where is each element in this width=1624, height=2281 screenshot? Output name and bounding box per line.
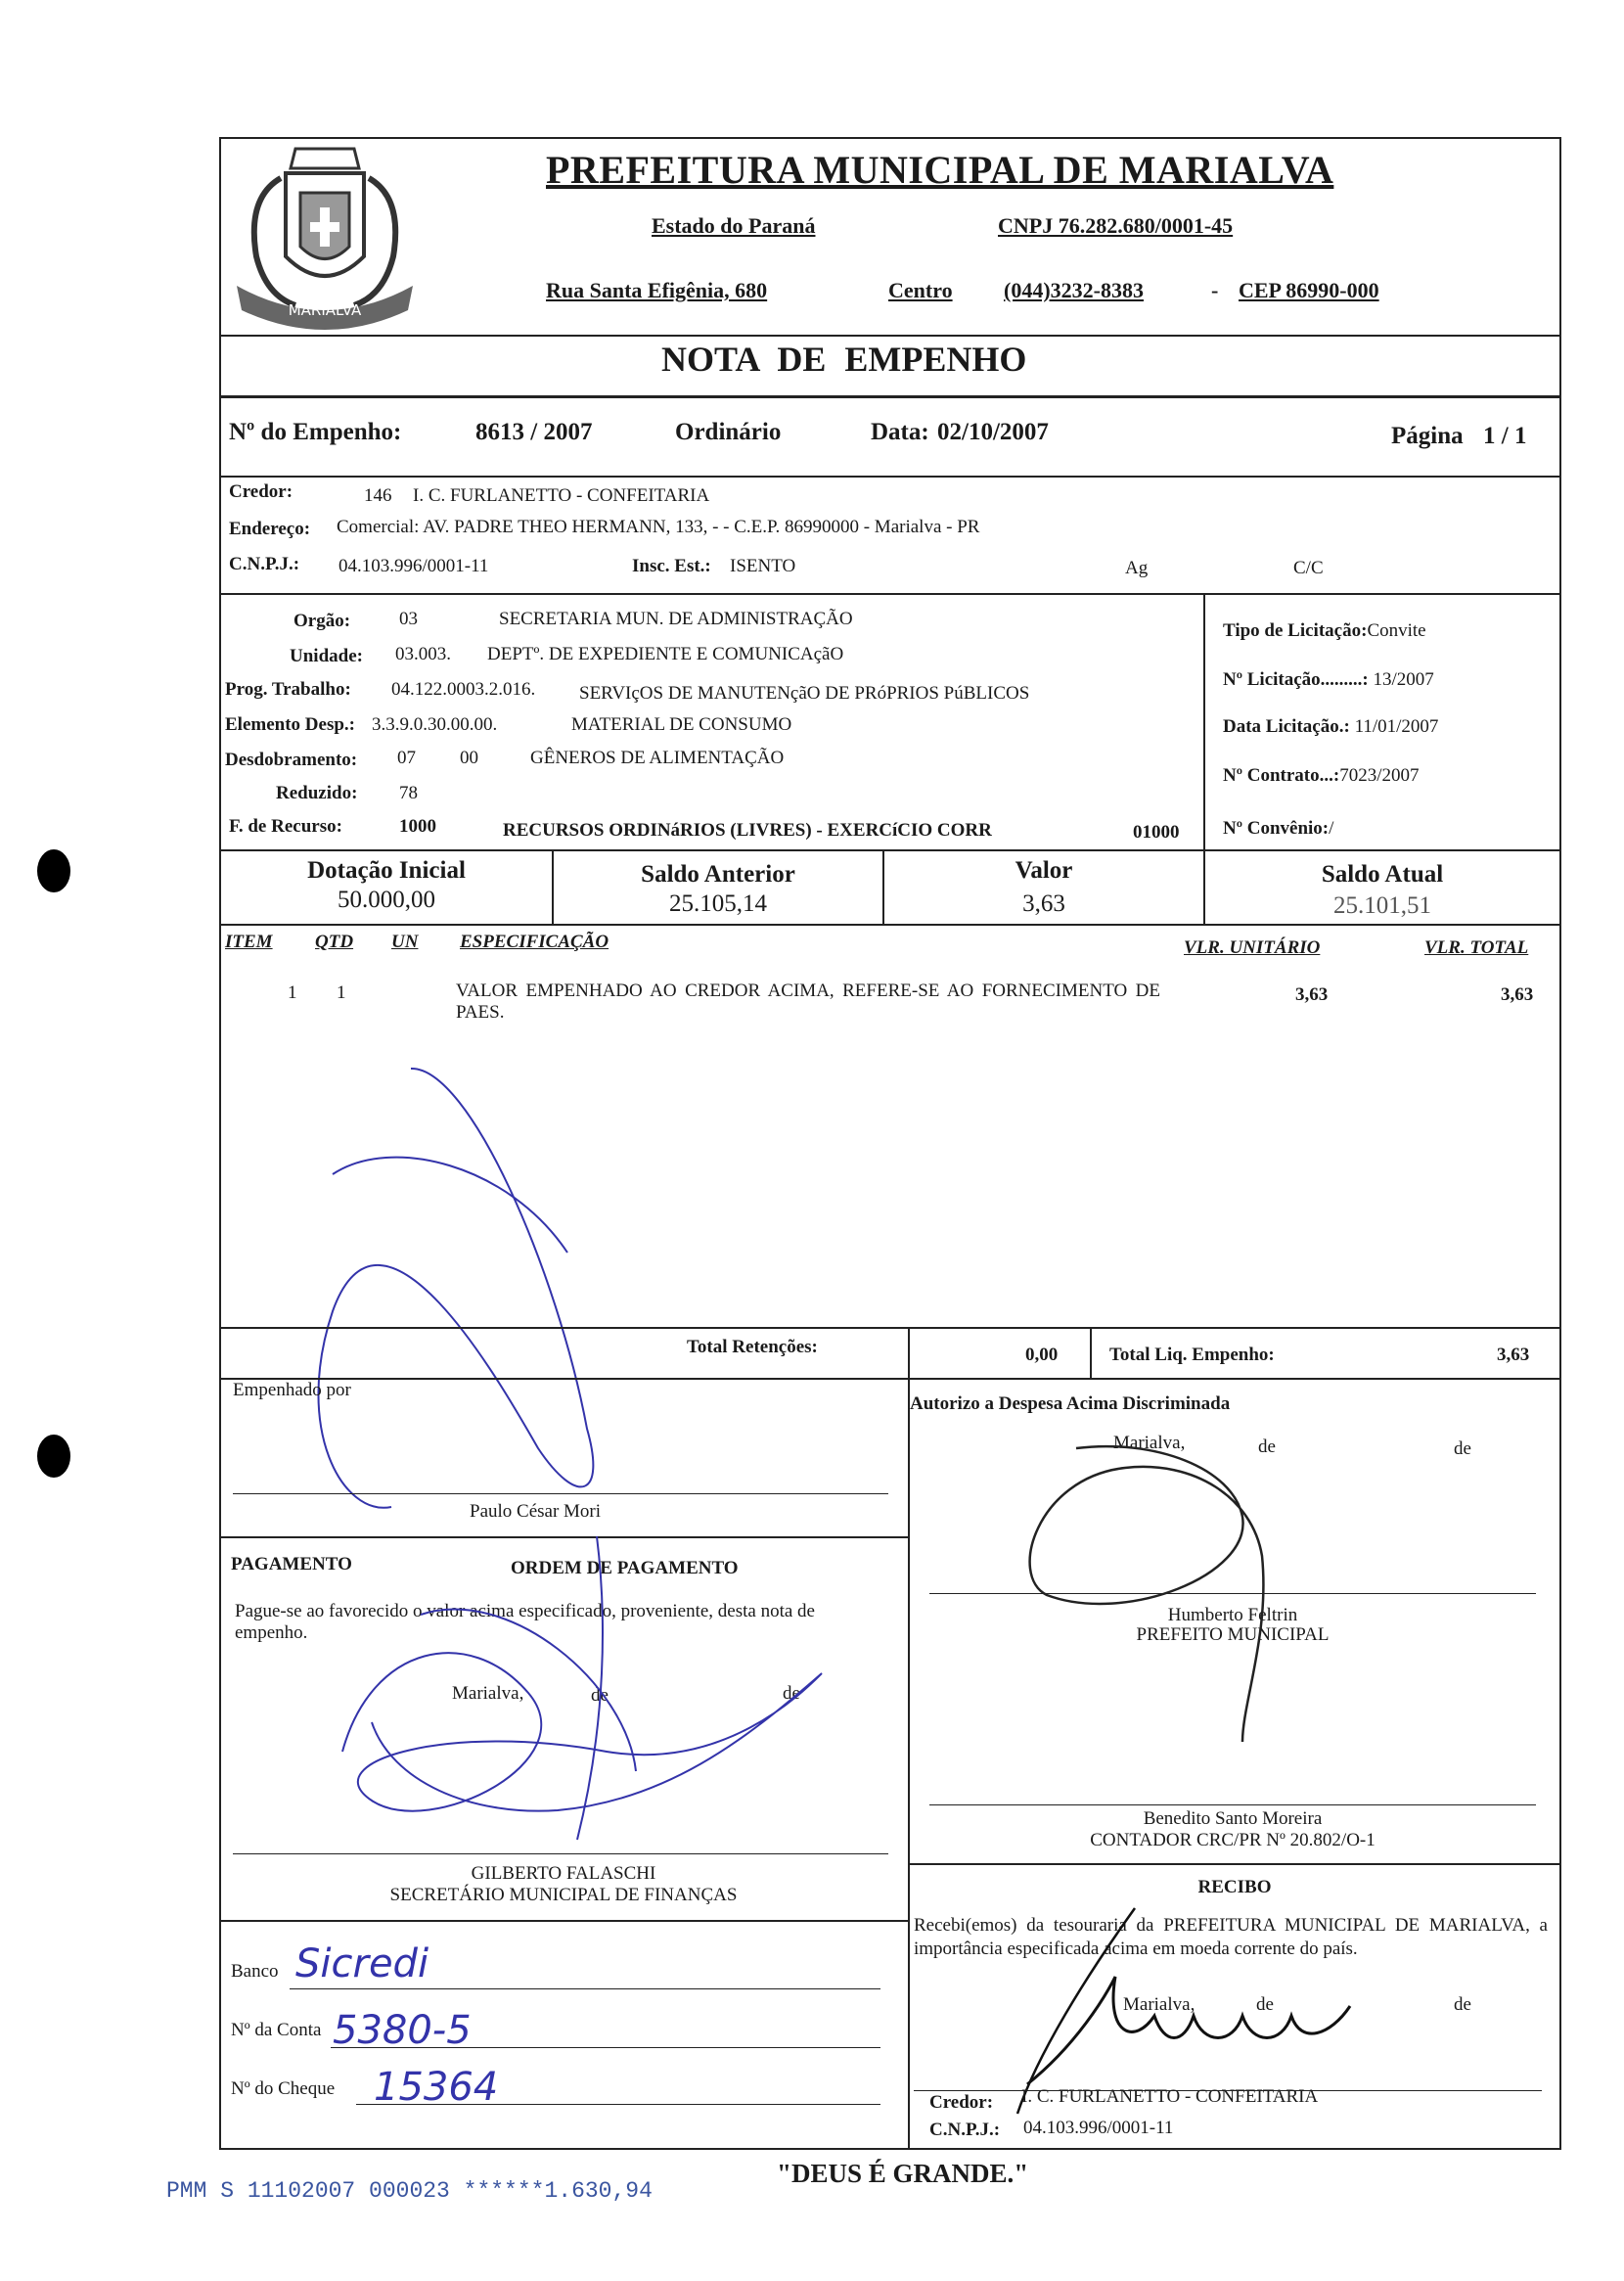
crest-icon	[227, 139, 423, 335]
liq-empenho-value: 3,63	[1497, 1345, 1530, 1365]
divider	[219, 1327, 1559, 1329]
col-qtd-header: QTD	[315, 932, 354, 952]
elemento-code: 3.3.9.0.30.00.00.	[372, 714, 498, 735]
divider	[219, 335, 1559, 337]
desdobramento-code-2: 00	[460, 748, 478, 768]
desdobramento-name: GÊNEROS DE ALIMENTAÇÃO	[530, 748, 785, 768]
divider	[1090, 1327, 1092, 1378]
signature-line	[233, 1493, 888, 1494]
empenho-label: Nº do Empenho:	[229, 419, 402, 445]
col-spec-header: ESPECIFICAÇÃO	[460, 932, 609, 952]
signature-line	[929, 1804, 1536, 1805]
pagamento-place: Marialva,	[452, 1683, 524, 1704]
credor-code: 146	[364, 485, 392, 506]
punch-hole-bottom	[37, 1435, 70, 1478]
field-line	[331, 2047, 880, 2048]
convenio-label: Nº Convênio:/	[1223, 818, 1334, 839]
recibo-place: Marialva,	[1123, 1994, 1195, 2015]
field-line	[290, 1988, 880, 1989]
border-bottom	[219, 2148, 1561, 2150]
credor-name: I. C. FURLANETTO - CONFEITARIA	[413, 485, 710, 506]
header-district: Centro	[888, 278, 953, 302]
autorizo-de-1: de	[1258, 1437, 1276, 1457]
conta-label: Nº da Conta	[231, 2020, 322, 2040]
field-line	[356, 2104, 880, 2105]
divider	[219, 924, 1559, 926]
insc-value: ISENTO	[730, 556, 796, 576]
header-address: Rua Santa Efigênia, 680	[546, 278, 768, 302]
reduzido-value: 78	[399, 783, 418, 803]
divider	[219, 1378, 1559, 1380]
liq-empenho-label: Total Liq. Empenho:	[1109, 1345, 1275, 1365]
valor-label: Valor	[1015, 857, 1073, 884]
dotacao-label: Dotação Inicial	[307, 857, 466, 884]
recibo-de-2: de	[1454, 1994, 1471, 2015]
insc-label: Insc. Est.:	[632, 556, 711, 576]
pagamento-de-2: de	[783, 1683, 800, 1704]
recurso-extra: 01000	[1133, 822, 1180, 843]
col-item-header: ITEM	[225, 932, 273, 952]
secretario-signature	[313, 1527, 861, 1889]
divider	[219, 1920, 908, 1922]
orgao-code: 03	[399, 609, 418, 629]
header-state: Estado do Paraná	[652, 213, 816, 238]
conta-value: 5380-5	[333, 2008, 472, 2053]
recurso-code: 1000	[399, 816, 436, 837]
prog-label: Prog. Trabalho:	[225, 679, 351, 700]
recibo-cnpj: 04.103.996/0001-11	[1023, 2118, 1174, 2138]
ag-label: Ag	[1125, 558, 1149, 578]
pen-scribble	[274, 1057, 646, 1527]
desdobramento-label: Desdobramento:	[225, 750, 358, 770]
unidade-label: Unidade:	[290, 646, 363, 666]
unidade-code: 03.003.	[395, 644, 451, 664]
col-total-header: VLR. TOTAL	[1424, 937, 1529, 958]
signature-line	[233, 1853, 888, 1854]
reduzido-label: Reduzido:	[276, 783, 358, 803]
header-phone: (044)3232-8383	[1004, 278, 1144, 302]
divider	[219, 476, 1559, 478]
recibo-title: RECIBO	[1197, 1877, 1272, 1897]
contrato-label: Nº Contrato...:7023/2007	[1223, 765, 1420, 786]
header-cnpj: CNPJ 76.282.680/0001-45	[998, 213, 1234, 238]
border-right	[1559, 137, 1561, 2148]
banco-label: Banco	[231, 1961, 279, 1982]
empenho-type: Ordinário	[675, 419, 782, 445]
item-unit-value: 3,63	[1295, 984, 1329, 1005]
footer-stamp: PMM S 11102007 000023 ******1.630,94	[166, 2178, 653, 2204]
divider	[219, 849, 1559, 851]
secretario-title: SECRETÁRIO MUNICIPAL DE FINANÇAS	[389, 1885, 738, 1905]
prefeito-title: PREFEITO MUNICIPAL	[1136, 1624, 1330, 1645]
page-number: 1 / 1	[1483, 423, 1527, 449]
punch-hole-top	[37, 849, 70, 892]
recurso-label: F. de Recurso:	[229, 816, 342, 837]
item-spec: VALOR EMPENHADO AO CREDOR ACIMA, REFERE-SE AO FORNECIMENTO DE PAES.	[456, 981, 1160, 1023]
banco-value: Sicredi	[295, 1941, 429, 1986]
divider	[219, 593, 1559, 595]
divider	[908, 1863, 1559, 1865]
item-qtd: 1	[337, 982, 346, 1003]
empenho-date: 02/10/2007	[937, 419, 1049, 445]
autorizo-de-2: de	[1454, 1438, 1471, 1459]
prog-name: SERVIçOS DE MANUTENçãO DE PRóPRIOS PúBLICOS	[579, 683, 1030, 704]
dotacao-value: 50.000,00	[338, 887, 435, 913]
pagamento-label: PAGAMENTO	[231, 1554, 352, 1574]
elemento-name: MATERIAL DE CONSUMO	[571, 714, 792, 735]
saldo-anterior-label: Saldo Anterior	[641, 861, 795, 888]
header-cep: CEP 86990-000	[1239, 278, 1379, 302]
recibo-credor-label: Credor:	[929, 2092, 994, 2113]
secretario-name: GILBERTO FALASCHI	[471, 1863, 656, 1884]
prefeito-signature	[1008, 1438, 1321, 1771]
address-label: Endereço:	[229, 519, 311, 539]
retencoes-value: 0,00	[1025, 1345, 1059, 1365]
col-un-header: UN	[391, 932, 419, 952]
prefeito-name: Humberto Feltrin	[1167, 1605, 1298, 1625]
credor-address: Comercial: AV. PADRE THEO HERMANN, 133, - - C.E.P. 86990000 - Marialva - PR	[337, 517, 980, 537]
page-label: Página	[1391, 423, 1464, 449]
cc-label: C/C	[1293, 558, 1324, 578]
cheque-value: 15364	[374, 2065, 499, 2110]
contador-name: Benedito Santo Moreira	[1143, 1808, 1323, 1829]
divider	[908, 1378, 910, 2148]
divider	[1203, 593, 1205, 849]
empenho-number: 8613 / 2007	[475, 419, 593, 445]
cheque-label: Nº do Cheque	[231, 2078, 336, 2099]
svg-text:MARIALVA: MARIALVA	[288, 301, 362, 319]
footer-motto: "DEUS É GRANDE."	[777, 2159, 1029, 2188]
recibo-cnpj-label: C.N.P.J.:	[929, 2120, 1001, 2140]
pagamento-de-1: de	[591, 1685, 609, 1706]
divider	[219, 395, 1559, 398]
elemento-label: Elemento Desp.:	[225, 714, 355, 735]
border-left	[219, 137, 221, 2148]
ordem-pagamento-label: ORDEM DE PAGAMENTO	[511, 1558, 739, 1578]
document-title: NOTA DE EMPENHO	[661, 340, 1027, 379]
col-unit-header: VLR. UNITÁRIO	[1184, 937, 1321, 958]
header-dash: -	[1211, 278, 1219, 302]
numero-licitacao-label: Nº Licitação.........: 13/2007	[1223, 669, 1434, 690]
data-licitacao-label: Data Licitação.: 11/01/2007	[1223, 716, 1439, 737]
autorizo-label: Autorizo a Despesa Acima Discriminada	[910, 1393, 1231, 1414]
pagamento-text: Pague-se ao favorecido o valor acima especificado, proveniente, desta nota de empenho.	[235, 1601, 815, 1643]
tipo-licitacao-label: Tipo de Licitação:Convite	[1223, 620, 1426, 641]
orgao-name: SECRETARIA MUN. DE ADMINISTRAÇÃO	[499, 609, 853, 629]
recibo-credor-name: I. C. FURLANETTO - CONFEITARIA	[1021, 2086, 1319, 2107]
item-total-value: 3,63	[1501, 984, 1534, 1005]
header-title: PREFEITURA MUNICIPAL DE MARIALVA	[546, 148, 1334, 192]
retencoes-label: Total Retenções:	[687, 1337, 818, 1357]
contador-title: CONTADOR CRC/PR Nº 20.802/O-1	[1090, 1830, 1376, 1850]
credor-cnpj: 04.103.996/0001-11	[338, 556, 489, 576]
item-number: 1	[288, 982, 297, 1003]
valor-value: 3,63	[1022, 890, 1065, 917]
empenhado-label: Empenhado por	[233, 1380, 351, 1400]
saldo-atual-label: Saldo Atual	[1321, 861, 1444, 888]
cnpj-label: C.N.P.J.:	[229, 554, 300, 574]
empenho-date-label: Data:	[871, 419, 929, 445]
unidade-name: DEPTº. DE EXPEDIENTE E COMUNICAçãO	[487, 644, 844, 664]
orgao-label: Orgão:	[293, 611, 351, 631]
recibo-text: Recebi(emos) da tesouraria da PREFEITURA MUNICIPAL DE MARIALVA, a importância especificada acima em moeda corrente do país.	[914, 1915, 1548, 1959]
recibo-de-1: de	[1256, 1994, 1274, 2015]
saldo-anterior-value: 25.105,14	[669, 890, 767, 917]
divider	[908, 1327, 910, 1378]
prog-code: 04.122.0003.2.016.	[391, 679, 536, 700]
empenhado-name: Paulo César Mori	[470, 1501, 602, 1522]
saldo-atual-value: 25.101,51	[1333, 892, 1431, 919]
credor-label: Credor:	[229, 481, 293, 502]
recurso-name: RECURSOS ORDINáRIOS (LIVRES) - EXERCíCIO CORR	[503, 820, 992, 841]
autorizo-place: Marialva,	[1113, 1433, 1186, 1453]
desdobramento-code-1: 07	[397, 748, 416, 768]
